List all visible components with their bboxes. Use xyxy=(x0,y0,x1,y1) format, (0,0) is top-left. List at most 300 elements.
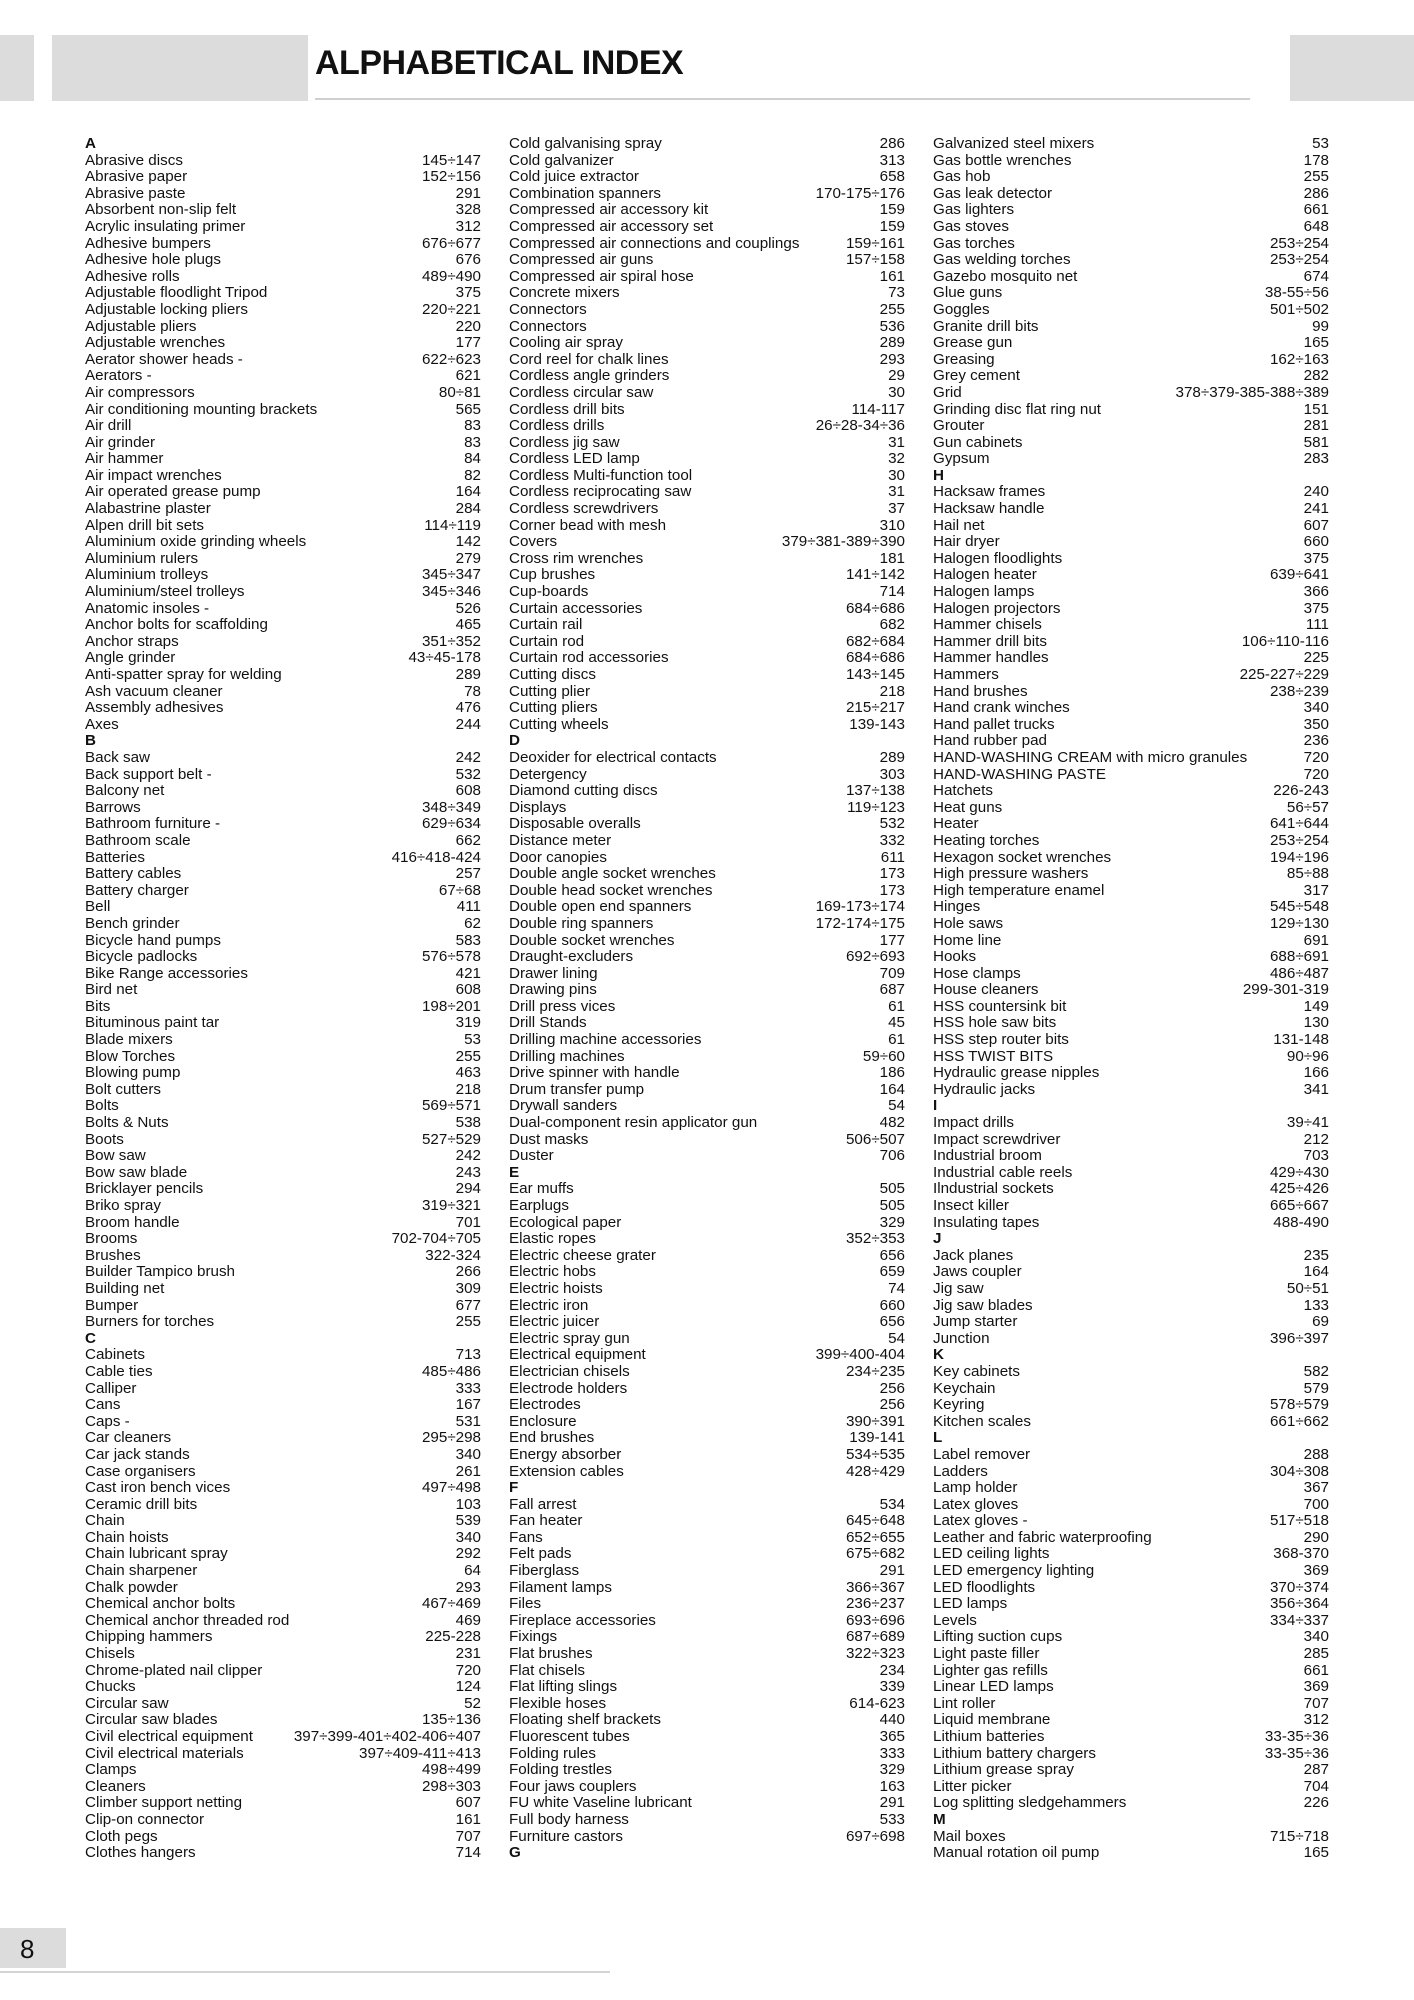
index-entry-term: High pressure washers xyxy=(933,865,1089,883)
index-entry-term: Hammers xyxy=(933,666,999,683)
index-entry-pages: 242 xyxy=(455,1147,481,1165)
index-entry-term: Compressed air accessory kit xyxy=(509,201,709,219)
index-entry-pages: 469 xyxy=(455,1611,481,1629)
index-entry xyxy=(933,1132,1329,1149)
index-entry-pages: 161 xyxy=(879,267,905,285)
index-entry-pages: 241 xyxy=(1303,500,1329,518)
index-entry-pages: 713 xyxy=(455,1346,481,1364)
index-entry xyxy=(85,700,481,717)
index-entry-pages: 340 xyxy=(1303,699,1329,717)
index-entry-term: Hammer drill bits xyxy=(933,632,1047,650)
index-entry xyxy=(85,484,481,501)
index-entry xyxy=(509,1679,905,1696)
index-entry-pages: 99 xyxy=(1312,317,1329,335)
index-entry xyxy=(85,850,481,867)
index-entry-pages: 289 xyxy=(879,748,905,766)
index-entry-pages: 682÷684 xyxy=(845,632,905,650)
index-entry xyxy=(933,933,1329,950)
index-entry-term: Adhesive rolls xyxy=(85,267,180,285)
index-entry xyxy=(509,302,905,319)
index-entry xyxy=(933,1596,1329,1613)
index-section-letter xyxy=(509,1480,905,1497)
index-section-letter xyxy=(85,733,481,750)
index-entry-pages: 684÷686 xyxy=(845,599,905,617)
index-entry-term: Cordless angle grinders xyxy=(509,367,670,385)
index-entry xyxy=(933,601,1329,618)
index-entry-term: Cabinets xyxy=(85,1346,145,1364)
index-entry-term: Leather and fabric waterproofing xyxy=(933,1528,1152,1546)
index-entry-term: Builder Tampico brush xyxy=(85,1263,235,1281)
index-entry-pages: 293 xyxy=(455,1578,481,1596)
index-entry-term: Grid xyxy=(933,383,962,401)
index-entry-pages: 145÷147 xyxy=(421,151,481,169)
index-entry-term: Drilling machines xyxy=(509,1047,625,1065)
index-entry-pages: 45 xyxy=(888,1014,905,1032)
index-entry-term: Civil electrical materials xyxy=(85,1744,244,1762)
index-entry xyxy=(509,1231,905,1248)
index-entry xyxy=(933,1497,1329,1514)
index-entry-term: HAND-WASHING PASTE xyxy=(933,765,1106,783)
index-entry xyxy=(509,1381,905,1398)
index-entry-term: Air compressors xyxy=(85,383,195,401)
index-entry-pages: 607 xyxy=(1303,516,1329,534)
index-entry-pages: 397÷409-411÷413 xyxy=(359,1744,481,1762)
index-entry-term: Chemical anchor threaded rod xyxy=(85,1611,290,1629)
index-entry xyxy=(85,1497,481,1514)
index-entry xyxy=(85,1563,481,1580)
index-entry xyxy=(85,1264,481,1281)
header-tab-middle xyxy=(52,35,308,101)
index-entry xyxy=(933,850,1329,867)
index-entry-term: Heating torches xyxy=(933,831,1040,849)
index-entry xyxy=(509,966,905,983)
index-entry-pages: 579 xyxy=(1303,1379,1329,1397)
index-entry xyxy=(509,1530,905,1547)
index-entry xyxy=(85,202,481,219)
index-entry-term: Electrode holders xyxy=(509,1379,628,1397)
index-entry-pages: 130 xyxy=(1303,1014,1329,1032)
index-entry xyxy=(85,1414,481,1431)
index-entry xyxy=(509,684,905,701)
index-entry-term: Battery charger xyxy=(85,881,189,899)
index-entry-pages: 660 xyxy=(879,1296,905,1314)
index-column-2 xyxy=(509,136,905,1862)
index-section-letter xyxy=(933,1812,1329,1829)
index-entry-pages: 293 xyxy=(879,350,905,368)
index-entry-pages: 688÷691 xyxy=(1269,948,1329,966)
index-entry-term: Greasing xyxy=(933,350,995,368)
index-entry-term: Impact drills xyxy=(933,1114,1015,1132)
index-entry-term: Hail net xyxy=(933,516,985,534)
index-entry-term: Alabastrine plaster xyxy=(85,500,211,518)
index-entry-term: Clip-on connector xyxy=(85,1810,205,1828)
index-entry-pages: 665÷667 xyxy=(1269,1197,1329,1214)
index-entry xyxy=(509,850,905,867)
index-entry xyxy=(85,1248,481,1265)
index-entry-pages: 242 xyxy=(455,748,481,766)
index-entry-term: Chucks xyxy=(85,1678,136,1696)
index-entry-pages: 656 xyxy=(879,1313,905,1331)
index-entry xyxy=(933,1663,1329,1680)
index-entry-pages: 281 xyxy=(1303,417,1329,435)
index-entry xyxy=(933,1397,1329,1414)
index-entry xyxy=(933,866,1329,883)
index-entry-term: Drum transfer pump xyxy=(509,1080,645,1098)
index-entry xyxy=(933,219,1329,236)
index-entry xyxy=(933,899,1329,916)
index-entry-pages: 345÷346 xyxy=(421,583,481,601)
index-entry xyxy=(85,1779,481,1796)
index-entry-pages: 676 xyxy=(455,251,481,269)
index-entry-term: Battery cables xyxy=(85,865,182,883)
index-entry-term: Car cleaners xyxy=(85,1429,172,1447)
index-entry-term: Cold galvanising spray xyxy=(509,135,662,152)
index-entry xyxy=(85,1281,481,1298)
index-entry xyxy=(509,1397,905,1414)
index-entry-term: Hydraulic grease nipples xyxy=(933,1064,1100,1082)
index-entry-term: Chrome-plated nail clipper xyxy=(85,1661,263,1679)
index-entry-term: Insulating tapes xyxy=(933,1213,1040,1231)
index-entry-term: Industrial broom xyxy=(933,1147,1042,1165)
index-section-letter xyxy=(933,1098,1329,1115)
index-entry-pages: 482 xyxy=(879,1114,905,1132)
index-entry xyxy=(509,916,905,933)
index-entry-pages: 299-301-319 xyxy=(1242,981,1329,999)
index-entry xyxy=(509,1049,905,1066)
index-entry-term: Bits xyxy=(85,997,111,1015)
index-entry-term: Bathroom scale xyxy=(85,831,191,849)
index-entry xyxy=(509,285,905,302)
index-entry-pages: 152÷156 xyxy=(421,168,481,186)
index-entry-pages: 244 xyxy=(455,715,481,733)
index-entry-term: Hydraulic jacks xyxy=(933,1080,1036,1098)
index-entry-term: Connectors xyxy=(509,300,587,318)
index-entry xyxy=(509,1464,905,1481)
index-entry-term: Hammer handles xyxy=(933,649,1049,667)
index-entry-term: Bricklayer pencils xyxy=(85,1180,204,1198)
index-entry-pages: 111 xyxy=(1305,616,1329,634)
index-entry-term: Hose clamps xyxy=(933,964,1021,982)
section-letter-label: J xyxy=(933,1230,942,1248)
index-entry xyxy=(933,153,1329,170)
index-entry-pages: 261 xyxy=(455,1462,481,1480)
index-entry xyxy=(85,1762,481,1779)
index-entry-pages: 497÷498 xyxy=(421,1479,481,1497)
index-entry xyxy=(509,1546,905,1563)
index-entry-pages: 283 xyxy=(1303,450,1329,468)
index-entry-pages: 608 xyxy=(455,782,481,800)
index-entry xyxy=(933,1629,1329,1646)
index-entry-pages: 82 xyxy=(464,466,481,484)
index-entry xyxy=(933,1215,1329,1232)
index-entry xyxy=(509,1281,905,1298)
index-entry-term: Four jaws couplers xyxy=(509,1777,637,1795)
index-entry-term: Gas torches xyxy=(933,234,1015,252)
index-entry-pages: 693÷696 xyxy=(845,1611,905,1629)
index-entry-pages: 61 xyxy=(888,997,905,1015)
index-entry-term: Drill Stands xyxy=(509,1014,587,1032)
index-entry-pages: 286 xyxy=(879,135,905,152)
index-entry-term: Fluorescent tubes xyxy=(509,1728,630,1745)
index-entry-term: Cordless screwdrivers xyxy=(509,500,659,518)
index-entry-term: Acrylic insulating primer xyxy=(85,217,246,235)
index-entry-pages: 416÷418-424 xyxy=(391,848,481,866)
index-entry-pages: 682 xyxy=(879,616,905,634)
index-entry-pages: 56÷57 xyxy=(1286,798,1329,816)
index-entry-pages: 658 xyxy=(879,168,905,186)
index-entry-term: Concrete mixers xyxy=(509,284,620,302)
index-entry-pages: 26÷28-34÷36 xyxy=(815,417,905,435)
index-entry xyxy=(509,1264,905,1281)
index-entry-pages: 505 xyxy=(879,1197,905,1214)
index-entry-pages: 396÷397 xyxy=(1269,1329,1329,1347)
index-entry-pages: 707 xyxy=(1303,1694,1329,1712)
index-entry-term: Chalk powder xyxy=(85,1578,178,1596)
index-entry-pages: 614-623 xyxy=(849,1694,905,1712)
index-entry xyxy=(933,1646,1329,1663)
index-entry xyxy=(85,1049,481,1066)
index-entry-term: Curtain accessories xyxy=(509,599,643,617)
index-entry-term: HAND-WASHING CREAM with micro granules xyxy=(933,748,1248,766)
index-entry-pages: 142 xyxy=(455,533,481,551)
index-entry xyxy=(509,700,905,717)
index-entry-term: Flat chisels xyxy=(509,1661,585,1679)
index-entry xyxy=(933,667,1329,684)
index-entry xyxy=(85,667,481,684)
index-entry-pages: 159÷161 xyxy=(845,234,905,252)
index-entry-pages: 240 xyxy=(1303,483,1329,501)
index-entry-term: Bow saw xyxy=(85,1147,146,1165)
index-entry-pages: 33-35÷36 xyxy=(1264,1744,1329,1762)
index-entry-term: Label remover xyxy=(933,1445,1031,1463)
index-entry xyxy=(85,1696,481,1713)
index-entry-term: Gas bottle wrenches xyxy=(933,151,1072,169)
index-entry-pages: 303 xyxy=(879,765,905,783)
index-entry xyxy=(509,1198,905,1215)
index-entry xyxy=(933,949,1329,966)
index-entry-term: Displays xyxy=(509,798,567,816)
index-entry-term: HSS TWIST BITS xyxy=(933,1047,1054,1065)
index-entry xyxy=(933,1165,1329,1182)
index-entry-pages: 701 xyxy=(455,1213,481,1231)
index-entry-term: Earplugs xyxy=(509,1197,569,1214)
index-entry xyxy=(509,1795,905,1812)
index-section-letter xyxy=(933,1231,1329,1248)
index-entry-pages: 78 xyxy=(464,682,481,700)
index-entry xyxy=(509,617,905,634)
index-entry-pages: 582 xyxy=(1303,1362,1329,1380)
index-entry-term: Heat guns xyxy=(933,798,1003,816)
index-entry-term: Building net xyxy=(85,1279,165,1297)
index-entry-term: Lint roller xyxy=(933,1694,996,1712)
index-entry-term: Case organisers xyxy=(85,1462,196,1480)
index-entry-pages: 648 xyxy=(1303,217,1329,235)
index-entry-term: Double angle socket wrenches xyxy=(509,865,716,883)
index-entry-pages: 173 xyxy=(879,881,905,899)
index-entry xyxy=(933,833,1329,850)
index-entry-pages: 141÷142 xyxy=(845,566,905,584)
index-entry-pages: 106÷110-116 xyxy=(1241,632,1329,650)
index-entry-term: Double head socket wrenches xyxy=(509,881,713,899)
index-entry-term: Circular saw blades xyxy=(85,1711,218,1729)
index-entry-term: Bow saw blade xyxy=(85,1163,188,1181)
index-entry-term: Gazebo mosquito net xyxy=(933,267,1078,285)
index-entry xyxy=(85,1364,481,1381)
index-entry-pages: 266 xyxy=(455,1263,481,1281)
index-entry-term: Gas stoves xyxy=(933,217,1009,235)
index-entry xyxy=(85,1381,481,1398)
index-entry-pages: 691 xyxy=(1303,931,1329,949)
index-entry-term: Flat lifting slings xyxy=(509,1678,618,1696)
index-entry xyxy=(85,1596,481,1613)
index-entry xyxy=(933,451,1329,468)
index-entry-pages: 341 xyxy=(1303,1080,1329,1098)
index-entry-term: Cooling air spray xyxy=(509,334,623,352)
index-entry-term: Flexible hoses xyxy=(509,1694,607,1712)
index-entry xyxy=(933,800,1329,817)
index-entry-term: Fans xyxy=(509,1528,543,1546)
index-entry-term: Ear muffs xyxy=(509,1180,574,1198)
index-entry-pages: 294 xyxy=(455,1180,481,1198)
index-entry-pages: 340 xyxy=(455,1445,481,1463)
index-entry-term: Alpen drill bit sets xyxy=(85,516,205,534)
index-entry-term: Enclosure xyxy=(509,1412,577,1430)
index-entry-pages: 159 xyxy=(879,217,905,235)
index-entry-term: Litter picker xyxy=(933,1777,1012,1795)
index-entry xyxy=(933,816,1329,833)
section-letter-label: B xyxy=(85,732,96,750)
index-entry xyxy=(933,385,1329,402)
index-entry xyxy=(509,584,905,601)
index-entry-term: Air grinder xyxy=(85,433,156,451)
index-entry-pages: 129÷130 xyxy=(1269,914,1329,932)
index-entry xyxy=(85,717,481,734)
index-entry xyxy=(85,1480,481,1497)
index-entry xyxy=(933,1181,1329,1198)
index-entry xyxy=(509,601,905,618)
index-entry xyxy=(509,169,905,186)
section-letter-label: L xyxy=(933,1429,943,1447)
index-entry-term: Chain sharpener xyxy=(85,1562,198,1580)
section-letter-label: K xyxy=(933,1346,944,1364)
index-entry xyxy=(85,617,481,634)
index-entry xyxy=(85,684,481,701)
index-entry xyxy=(509,1414,905,1431)
index-entry-term: Cross rim wrenches xyxy=(509,549,644,567)
index-entry xyxy=(85,468,481,485)
index-entry-term: Aluminium trolleys xyxy=(85,566,209,584)
index-entry xyxy=(509,468,905,485)
index-entry-term: Cutting wheels xyxy=(509,715,609,733)
index-entry-term: Gas hob xyxy=(933,168,991,186)
index-entry-pages: 90÷96 xyxy=(1286,1047,1329,1065)
index-entry-pages: 135÷136 xyxy=(421,1711,481,1729)
index-entry-pages: 329 xyxy=(879,1213,905,1231)
index-entry-pages: 73 xyxy=(888,284,905,302)
index-entry-term: Adjustable locking pliers xyxy=(85,300,248,318)
index-entry xyxy=(85,949,481,966)
index-entry-term: Cordless drills xyxy=(509,417,605,435)
index-entry-term: Energy absorber xyxy=(509,1445,622,1463)
index-entry-term: Cord reel for chalk lines xyxy=(509,350,669,368)
index-entry xyxy=(509,833,905,850)
index-entry-term: Gas lighters xyxy=(933,201,1015,219)
index-entry-term: Bathroom furniture - xyxy=(85,815,221,833)
index-entry-pages: 288 xyxy=(1303,1445,1329,1463)
index-entry-pages: 169-173÷174 xyxy=(815,898,905,916)
index-entry-pages: 333 xyxy=(455,1379,481,1397)
index-entry-pages: 576÷578 xyxy=(421,948,481,966)
index-entry-term: Brooms xyxy=(85,1230,138,1248)
index-entry-pages: 165 xyxy=(1303,334,1329,352)
section-letter-label: C xyxy=(85,1329,96,1347)
index-entry-pages: 375 xyxy=(455,284,481,302)
index-entry-pages: 30 xyxy=(888,383,905,401)
index-entry-term: Distance meter xyxy=(509,831,612,849)
index-section-letter xyxy=(509,1845,905,1862)
index-entry-term: Clamps xyxy=(85,1761,137,1779)
index-entry xyxy=(509,1082,905,1099)
index-entry-pages: 212 xyxy=(1303,1130,1329,1148)
index-entry-term: Fall arrest xyxy=(509,1495,577,1513)
index-entry-pages: 177 xyxy=(455,334,481,352)
index-entry xyxy=(509,551,905,568)
index-entry xyxy=(85,335,481,352)
index-entry xyxy=(509,153,905,170)
index-entry xyxy=(509,783,905,800)
index-entry-term: Briko spray xyxy=(85,1197,161,1214)
index-entry-pages: 399÷400-404 xyxy=(815,1346,905,1364)
index-entry-pages: 675÷682 xyxy=(845,1545,905,1563)
index-entry-pages: 124 xyxy=(455,1678,481,1696)
index-entry xyxy=(85,1231,481,1248)
index-entry xyxy=(933,319,1329,336)
index-entry xyxy=(933,717,1329,734)
index-entry xyxy=(933,1015,1329,1032)
index-entry-pages: 285 xyxy=(1303,1645,1329,1663)
index-entry-pages: 114-117 xyxy=(851,400,905,418)
index-entry-pages: 429÷430 xyxy=(1269,1163,1329,1181)
index-entry xyxy=(85,1812,481,1829)
index-entry xyxy=(933,1331,1329,1348)
index-entry xyxy=(933,617,1329,634)
index-entry xyxy=(933,335,1329,352)
index-entry xyxy=(85,435,481,452)
index-entry-pages: 545÷548 xyxy=(1269,898,1329,916)
index-entry-term: Insect killer xyxy=(933,1197,1009,1214)
index-entry xyxy=(509,1032,905,1049)
index-entry xyxy=(85,534,481,551)
index-entry xyxy=(933,1049,1329,1066)
index-entry-pages: 421 xyxy=(455,964,481,982)
index-entry-pages: 80÷81 xyxy=(438,383,481,401)
index-entry xyxy=(509,1430,905,1447)
index-entry-pages: 611 xyxy=(880,848,905,866)
index-entry xyxy=(85,750,481,767)
index-entry-pages: 256 xyxy=(879,1396,905,1414)
index-entry xyxy=(933,1314,1329,1331)
index-entry-term: LED lamps xyxy=(933,1595,1008,1613)
index-entry-term: Keychain xyxy=(933,1379,996,1397)
index-entry-term: Dual-component resin applicator gun xyxy=(509,1114,758,1132)
index-entry-term: Curtain rail xyxy=(509,616,583,634)
index-entry xyxy=(85,1430,481,1447)
index-entry xyxy=(509,899,905,916)
index-entry-pages: 33-35÷36 xyxy=(1264,1728,1329,1745)
index-entry xyxy=(509,1812,905,1829)
index-entry-term: Lifting suction cups xyxy=(933,1628,1063,1646)
index-section-letter xyxy=(933,1430,1329,1447)
